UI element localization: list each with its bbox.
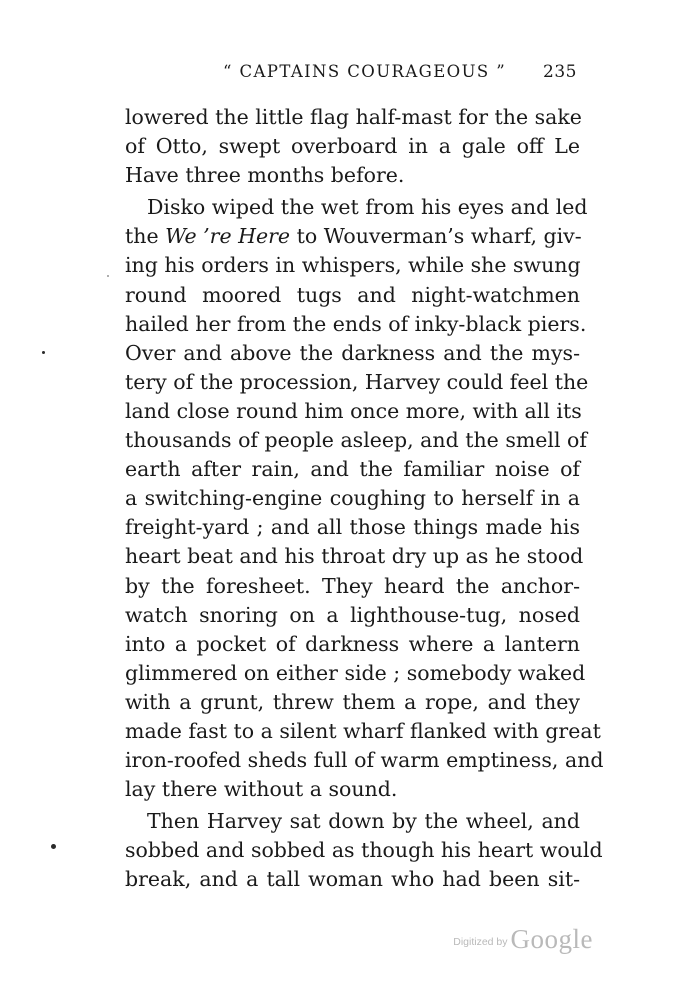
text-line: Then Harvey sat down by the wheel, and [147, 809, 580, 834]
text-fragment: the [125, 224, 159, 249]
watermark-prefix: Digitized by [453, 936, 508, 948]
text-line: break, and a tall woman who had been sit- [125, 867, 580, 892]
text-line: sobbed and sobbed as though his heart would [125, 838, 603, 863]
text-line: Disko wiped the wet from his eyes and led [147, 195, 588, 220]
text-line: hailed her from the ends of inky-black piers. [125, 311, 587, 336]
page-number: 235 [543, 62, 577, 82]
text-fragment: to Wouverman’s wharf, giv- [296, 224, 582, 249]
text-line: glimmered on either side ; somebody waked [125, 660, 586, 685]
text-line: into a pocket of darkness where a lantern [125, 631, 580, 656]
text-line: freight-yard ; and all those things made his [125, 515, 580, 540]
text-line: ing his orders in whispers, while she swung [125, 253, 581, 278]
text-line: made fast to a silent wharf flanked with great [125, 718, 601, 743]
text-line [125, 222, 580, 251]
scan-speck [107, 275, 109, 277]
text-line: watch snoring on a lighthouse-tug, nosed [125, 602, 580, 627]
text-line: earth after rain, and the familiar noise of [125, 457, 580, 482]
text-line: iron-roofed sheds full of warm emptiness, and [125, 748, 604, 773]
google-logo: Google [510, 924, 593, 954]
text-line: heart beat and his throat dry up as he stood [125, 544, 584, 569]
text-line: of Otto, swept overboard in a gale off Le [125, 134, 580, 159]
running-title: “ CAPTAINS COURAGEOUS ” [223, 62, 507, 81]
text-line: by the foresheet. They heard the anchor- [125, 573, 580, 598]
digitized-watermark [453, 924, 593, 955]
ship-name: We ’re Here [165, 224, 291, 249]
text-line: round moored tugs and night-watchmen [125, 282, 580, 307]
running-head [0, 62, 689, 88]
text-line: land close round him once more, with all its [125, 398, 582, 423]
text-line: thousands of people asleep, and the smell of [125, 428, 587, 453]
text-line: a switching-engine coughing to herself in a [125, 486, 580, 511]
text-line: tery of the procession, Harvey could feel the [125, 369, 589, 394]
body-text [125, 103, 604, 895]
scan-speck [42, 351, 45, 354]
text-line: with a grunt, threw them a rope, and they [125, 689, 580, 714]
text-line: Over and above the darkness and the mys- [125, 340, 580, 365]
text-line: lay there without a sound. [125, 777, 398, 802]
text-line: lowered the little flag half-mast for the sake [125, 105, 582, 129]
text-line: Have three months before. [125, 163, 405, 188]
scan-speck [51, 844, 56, 849]
